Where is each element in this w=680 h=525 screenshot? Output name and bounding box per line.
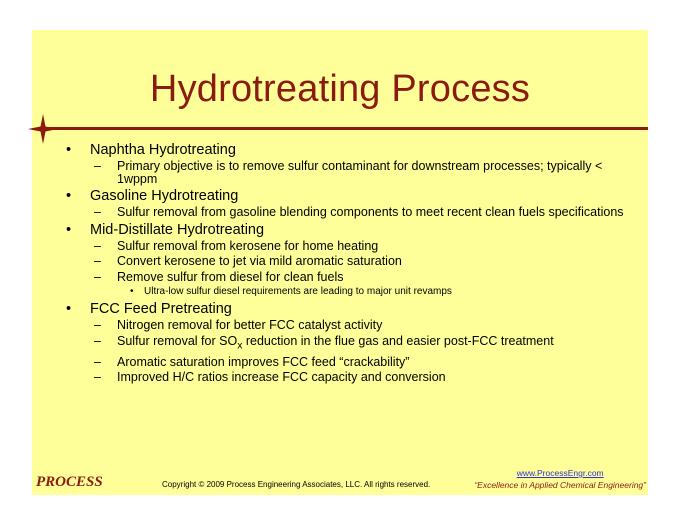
- copyright-notice: Copyright © 2009 Process Engineering Associates, LLC. All rights reserved.: [162, 480, 431, 489]
- section-heading: FCC Feed Pretreating: [90, 301, 232, 317]
- section-heading: Naphtha Hydrotreating: [90, 142, 236, 158]
- dash-marker: –: [94, 333, 101, 348]
- list-item: [66, 188, 626, 205]
- slide: [32, 30, 648, 495]
- dash-marker: –: [94, 318, 101, 332]
- list-subitem: [66, 271, 626, 284]
- subitem-text-before: Sulfur removal for SO: [117, 333, 238, 348]
- slide-title: Hydrotreating Process: [149, 68, 531, 110]
- list-subitem: [66, 206, 626, 219]
- footer-contact: [474, 468, 646, 490]
- subitem-text-after: reduction in the flue gas and easier post-FCC treatment: [242, 333, 554, 348]
- list-subitem: [66, 335, 626, 353]
- bullet-marker: •: [66, 142, 72, 158]
- dash-marker: –: [94, 269, 101, 284]
- subitem-text: Convert kerosene to jet via mild aromatic saturation: [117, 254, 402, 268]
- bullet-marker: •: [66, 221, 72, 238]
- bullet-list: [66, 140, 626, 387]
- bullet-marker: •: [66, 301, 72, 317]
- subitem-text: Primary objective is to remove sulfur contaminant for downstream processes; typically < 1wppm: [117, 159, 603, 186]
- subitem-text: Sulfur removal from gasoline blending components to meet recent clean fuels specifications: [117, 205, 624, 219]
- bullet-marker: •: [66, 188, 72, 204]
- dash-marker: –: [94, 370, 101, 384]
- process-logo: PROCESS: [36, 474, 103, 490]
- bullet-marker: •: [130, 286, 134, 297]
- dash-marker: –: [94, 205, 101, 219]
- subitem-text: Improved H/C ratios increase FCC capacity and conversion: [117, 370, 446, 384]
- subitem-text: Sulfur removal from kerosene for home heating: [117, 238, 379, 253]
- list-subitem: [66, 160, 626, 185]
- dash-marker: –: [94, 354, 101, 369]
- subscript-text: x: [237, 340, 243, 351]
- dash-marker: –: [94, 159, 101, 173]
- section-heading: Gasoline Hydrotreating: [90, 188, 239, 204]
- list-item: [66, 222, 626, 239]
- dash-marker: –: [94, 254, 101, 268]
- subitem-text: [117, 333, 554, 351]
- subsubitem-text: Ultra-low sulfur diesel requirements are leading to major unit revamps: [144, 286, 452, 297]
- list-subsubitem: [66, 286, 626, 298]
- list-item: [66, 301, 626, 318]
- subitem-text: Nitrogen removal for better FCC catalyst activity: [117, 318, 383, 332]
- list-subitem: [66, 240, 626, 253]
- list-item: [66, 142, 626, 159]
- list-subitem: [66, 356, 626, 369]
- list-subitem: [66, 371, 626, 384]
- website-link[interactable]: www.ProcessEngr.com: [516, 468, 604, 478]
- company-tagline: “Excellence in Applied Chemical Engineering”: [474, 480, 646, 490]
- list-subitem: [66, 255, 626, 268]
- dash-marker: –: [94, 238, 101, 253]
- list-subitem: [66, 319, 626, 332]
- section-heading: Mid-Distillate Hydrotreating: [90, 221, 265, 238]
- subitem-text: Remove sulfur from diesel for clean fuels: [117, 269, 344, 284]
- subitem-text: Aromatic saturation improves FCC feed “crackability”: [117, 354, 410, 369]
- title-divider: [44, 127, 648, 130]
